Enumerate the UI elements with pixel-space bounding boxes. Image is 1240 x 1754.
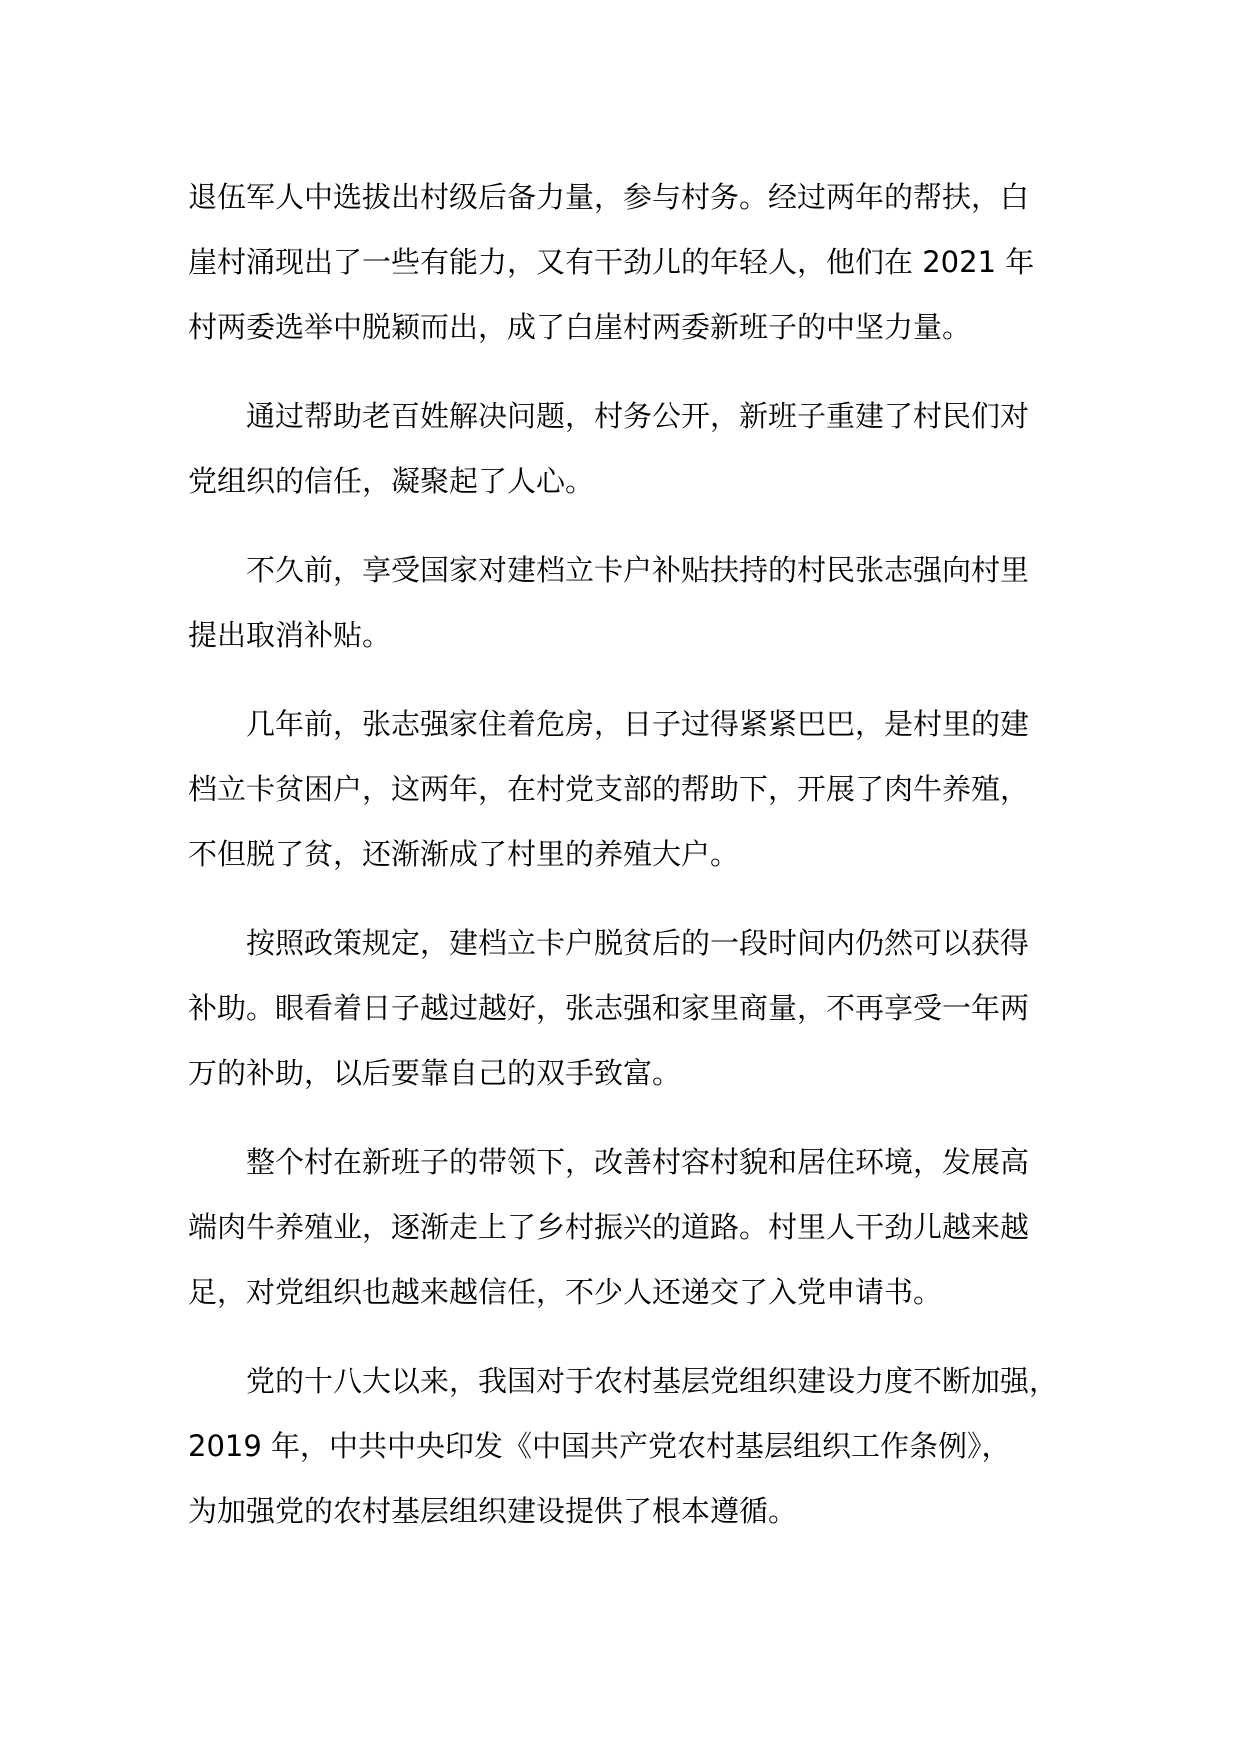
paragraph-line: 党组织的信任，凝聚起了人心。 [188,464,595,498]
paragraph-line: 提出取消补贴。 [188,618,392,652]
paragraph-line: 不但脱了贫，还渐渐成了村里的养殖大户。 [188,837,740,871]
paragraph-3 [188,538,1068,668]
paragraph-5 [188,911,1068,1106]
paragraph-line: 档立卡贫困户，这两年，在村党支部的帮助下，开展了肉牛养殖， [188,772,1030,806]
paragraph-4 [188,692,1068,887]
paragraph-line: 党的十八大以来，我国对于农村基层党组织建设力度不断加强， [246,1364,1059,1398]
paragraph-line: 补助。眼看着日子越过越好，张志强和家里商量，不再享受一年两 [188,991,1030,1025]
paragraph-1 [188,165,1068,360]
paragraph-line: 崖村涌现出了一些有能力，又有干劲儿的年轻人，他们在 2021 年 [188,245,1035,279]
paragraph-line: 足，对党组织也越来越信任，不少人还递交了入党申请书。 [188,1275,943,1309]
paragraph-line: 村两委选举中脱颖而出，成了白崖村两委新班子的中坚力量。 [188,310,972,344]
paragraph-line: 端肉牛养殖业，逐渐走上了乡村振兴的道路。村里人干劲儿越来越 [188,1210,1030,1244]
paragraph-line: 退伍军人中选拔出村级后备力量，参与村务。经过两年的帮扶，白 [188,180,1030,214]
paragraph-line: 2019 年，中共中央印发《中国共产党农村基层组织工作条例》， [188,1429,1011,1463]
paragraph-line: 不久前，享受国家对建档立卡户补贴扶持的村民张志强向村里 [246,553,1030,587]
paragraph-7 [188,1349,1068,1544]
paragraph-2 [188,384,1068,514]
paragraph-line: 为加强党的农村基层组织建设提供了根本遵循。 [188,1494,798,1528]
article-body [188,165,1068,1568]
paragraph-line: 整个村在新班子的带领下，改善村容村貌和居住环境，发展高 [246,1145,1030,1179]
paragraph-line: 万的补助，以后要靠自己的双手致富。 [188,1056,682,1090]
paragraph-line: 按照政策规定，建档立卡户脱贫后的一段时间内仍然可以获得 [246,926,1030,960]
paragraph-line: 几年前，张志强家住着危房，日子过得紧紧巴巴，是村里的建 [246,707,1030,741]
paragraph-line: 通过帮助老百姓解决问题，村务公开，新班子重建了村民们对 [246,399,1030,433]
paragraph-6 [188,1130,1068,1325]
